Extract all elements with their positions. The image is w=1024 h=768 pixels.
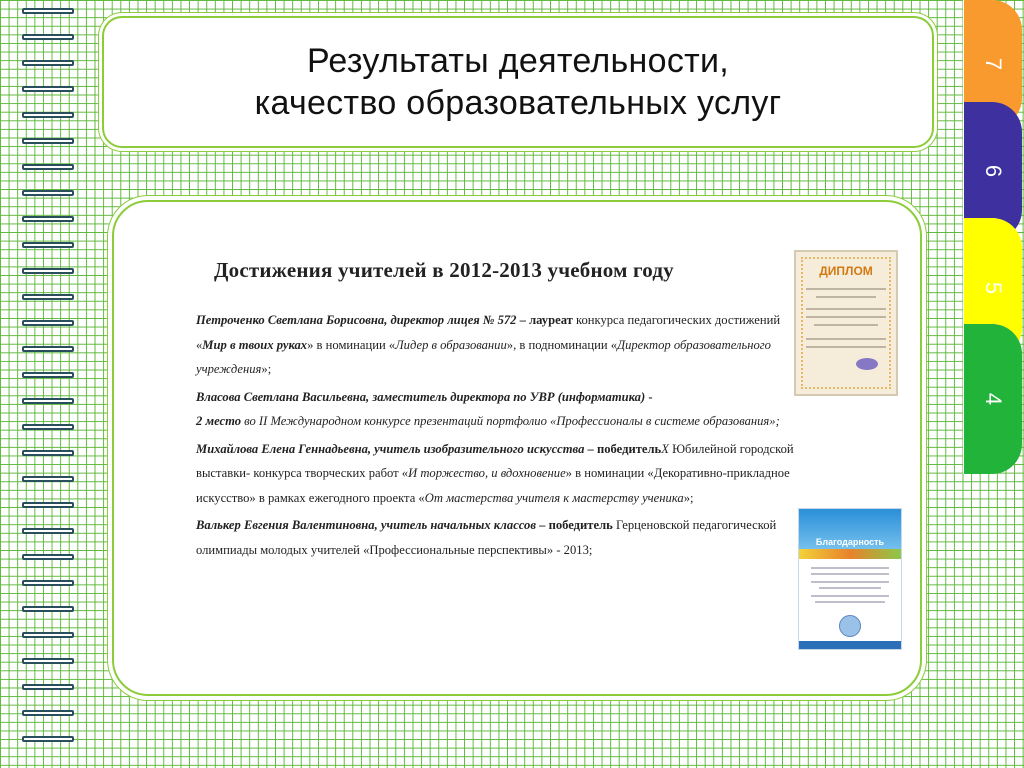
entry-italic: Х: [661, 441, 669, 456]
entry-text: » в номинации «: [307, 337, 396, 352]
binder-ring: [22, 684, 74, 690]
entry-text: -: [645, 389, 653, 404]
title-card: [102, 16, 934, 148]
achievement-entry: [196, 437, 796, 511]
diploma-fine-print: [814, 324, 878, 326]
binder-ring: [22, 320, 74, 326]
entry-text: конкурса педагогических достижений «: [196, 313, 781, 352]
certificate-swash: [799, 549, 901, 559]
tab-6-label: 6: [981, 164, 1006, 178]
tab-4[interactable]: [964, 324, 1022, 474]
teacher-name: Валькер Евгения Валентиновна, учитель начальных классов: [196, 518, 536, 532]
gratitude-certificate-image: [798, 508, 902, 650]
binder-ring: [22, 60, 74, 66]
award-status: 2 место: [196, 414, 242, 428]
binder-ring: [22, 450, 74, 456]
binder-ring: [22, 710, 74, 716]
diploma-image: [794, 250, 898, 396]
binder-ring: [22, 658, 74, 664]
binder-ring: [22, 606, 74, 612]
entry-italic: От мастерства учителя к мастерству ученика: [424, 490, 684, 505]
teacher-name: Петроченко Светлана Борисовна, директор лицея № 572: [196, 313, 517, 327]
section-tabs: [964, 0, 1024, 480]
slide-title-line-2: качество образовательных услуг: [254, 84, 782, 122]
binder-ring: [22, 346, 74, 352]
binder-ring: [22, 164, 74, 170]
entry-italic: Мир в твоих руках: [202, 337, 308, 352]
teacher-name: Михайлова Елена Геннадьевна, учитель изобразительного искусства: [196, 441, 585, 456]
award-status: – лауреат: [516, 313, 573, 327]
binder-ring: [22, 268, 74, 274]
entry-italic: И торжество, и вдохновение: [408, 466, 566, 480]
certificate-footer-band: [799, 641, 901, 649]
content-card: [112, 200, 922, 696]
binder-ring: [22, 736, 74, 742]
award-status: – победитель: [584, 441, 662, 456]
achievement-entry: [196, 513, 796, 562]
certificate-fine-print: [811, 573, 889, 575]
certificate-fine-print: [811, 567, 889, 569]
certificate-fine-print: [811, 595, 889, 597]
tab-5-label: 5: [981, 281, 1006, 295]
entry-text: » в номинации «Декоративно-прикладное искусство» в рамках ежегодного проекта «: [196, 466, 790, 505]
binder-ring: [22, 554, 74, 560]
certificate-fine-print: [815, 601, 885, 603]
diploma-seal-icon: [856, 358, 878, 370]
binder-ring: [22, 138, 74, 144]
entry-text: »;: [261, 362, 272, 376]
tab-4-label: 4: [981, 392, 1006, 406]
award-status: – победитель: [535, 518, 613, 532]
certificate-title: Благодарность: [815, 537, 885, 547]
binder-ring: [22, 190, 74, 196]
entry-italic: во II Международном конкурсе презентаций портфолио «Профессионалы в системе образования»;: [241, 414, 780, 428]
diploma-fine-print: [806, 308, 886, 310]
binder-ring: [22, 398, 74, 404]
binder-ring: [22, 424, 74, 430]
diploma-fine-print: [806, 346, 886, 348]
certificate-fine-print: [811, 581, 889, 583]
binder-ring: [22, 242, 74, 248]
binder-ring: [22, 86, 74, 92]
tab-7-label: 7: [981, 57, 1006, 71]
binder-ring: [22, 476, 74, 482]
achievement-entry: [196, 385, 796, 434]
entry-text: Юбилейной городской выставки- конкурса творческих работ «: [196, 441, 794, 480]
entry-text: », в подноминации «: [506, 337, 618, 352]
binder-ring: [22, 216, 74, 222]
binder-ring: [22, 632, 74, 638]
binder-rings: [22, 8, 78, 760]
binder-ring: [22, 34, 74, 40]
diploma-fine-print: [816, 296, 876, 298]
achievements-list: [196, 308, 796, 565]
slide-title-line-1: Результаты деятельности,: [306, 42, 730, 80]
binder-ring: [22, 502, 74, 508]
binder-ring: [22, 580, 74, 586]
entry-italic: Директор образовательного учреждения: [196, 337, 771, 376]
binder-ring: [22, 8, 74, 14]
binder-ring: [22, 528, 74, 534]
entry-text: Герценовской педагогической олимпиады молодых учителей «Профессиональные перспективы» - 2013;: [196, 518, 777, 557]
diploma-title: ДИПЛОМ: [819, 264, 873, 278]
entry-italic: Лидер в образовании: [395, 337, 507, 352]
achievement-entry: [196, 308, 796, 382]
diploma-fine-print: [806, 316, 886, 318]
document-heading: Достижения учителей в 2012-2013 учебном году: [214, 258, 674, 282]
binder-ring: [22, 372, 74, 378]
diploma-fine-print: [806, 288, 886, 290]
certificate-fine-print: [819, 587, 881, 589]
binder-ring: [22, 294, 74, 300]
binder-ring: [22, 112, 74, 118]
teacher-name: Власова Светлана Васильевна, заместитель директора по УВР (информатика): [196, 389, 646, 404]
entry-text: »;: [683, 490, 694, 505]
certificate-seal-icon: [839, 615, 861, 637]
diploma-fine-print: [806, 338, 886, 340]
